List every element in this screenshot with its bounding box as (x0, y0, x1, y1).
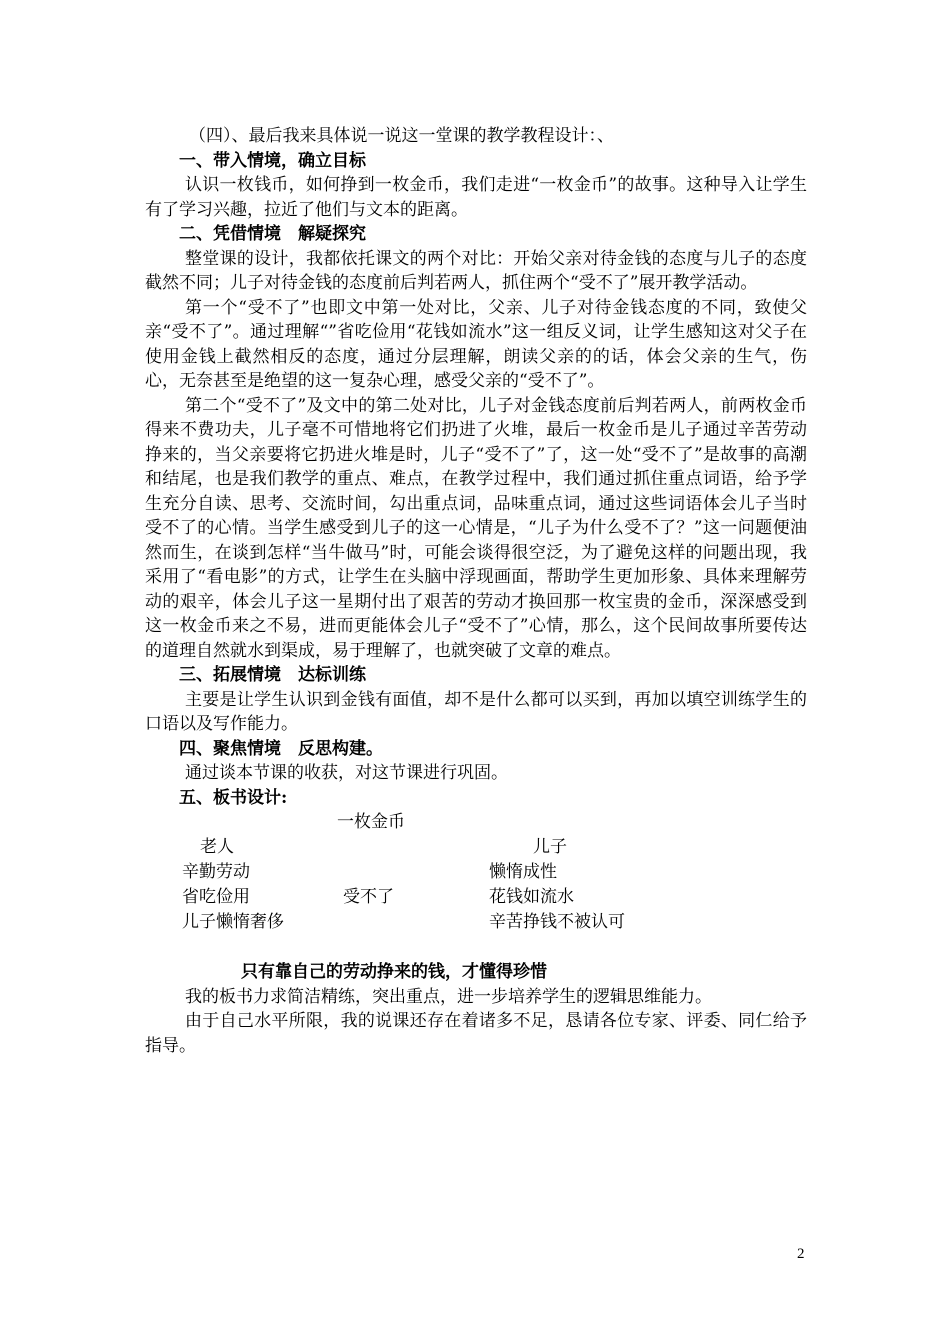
board-right-item: 辛苦挣钱不被认可 (489, 912, 625, 932)
section3-paragraph: 主要是让学生认识到金钱有面值，却不是什么都可以买到，再加以填空训练学生的口语以及写作能力。 (145, 689, 807, 734)
section4-heading: 四、聚焦情境 反思构建。 (179, 738, 383, 759)
section4-paragraph: 通过谈本节课的收获，对这节课进行巩固。 (185, 763, 508, 783)
board-right-item: 花钱如流水 (489, 887, 574, 907)
board-title: 一枚金币 (337, 812, 405, 832)
section5-heading: 五、板书设计: (179, 787, 288, 808)
board-left-item: 辛勤劳动 (182, 862, 250, 882)
section1-paragraph: 认识一枚钱币，如何挣到一枚金币，我们走进“一枚金币”的故事。这种导入让学生有了学习兴趣，拉近了他们与文本的距离。 (145, 175, 807, 220)
intro-line: （四）、最后我来具体说一说这一堂课的教学教程设计：、 (189, 126, 614, 146)
board-left-header: 老人 (200, 837, 234, 857)
section2-paragraph-1: 整堂课的设计，我都依托课文的两个对比：开始父亲对待金钱的态度与儿子的态度截然不同；儿子对待金钱的态度前后判若两人，抓住两个“受不了”展开教学活动。 (145, 248, 807, 293)
blackboard-design (145, 810, 807, 960)
section2-heading: 二、凭借情境 解疑探究 (179, 224, 366, 244)
section1-heading: 一、带入情境，确立目标 (179, 150, 366, 171)
section3-heading: 三、拓展情境 达标训练 (179, 665, 366, 685)
section2-paragraph-3: 第二个“受不了”及文中的第二处对比，儿子对金钱态度前后判若两人，前两枚金币得来不费功夫，儿子毫不可惜地将它们扔进了火堆，最后一枚金币是儿子通过辛苦劳动挣来的，当父亲要将它扔进火堆是时，儿子“受不了”了，这一处“受不了”是故事的高潮和结尾，也是我们教学的重点、难点，在教学过程中，我们通过抓住重点词语，给予学生充分自读、思考、交流时间，勾出重点词，品味重点词，通过这些词语体会儿子当时受不了的心情。当学生感受到儿子的这一心情是，“儿子为什么受不了？”这一问题便油然而生，在谈到怎样“当牛做马”时，可能会谈得很空泛，为了避免这样的问题出现，我采用了“看电影”的方式，让学生在头脑中浮现画面，帮助学生更加形象、具体来理解劳动的艰辛，体会儿子这一星期付出了艰苦的劳动才换回那一枚宝贵的金币，深深感受到这一枚金币来之不易，进而更能体会儿子“受不了”心情，那么，这个民间故事所要传达的道理自然就水到渠成，易于理解了，也就突破了文章的难点。 (145, 395, 807, 661)
closing-paragraph-1: 我的板书力求简洁精练，突出重点，进一步培养学生的逻辑思维能力。 (185, 986, 712, 1007)
page-content (145, 124, 807, 1058)
section2-paragraph-2: 第一个“受不了”也即文中第一处对比，父亲、儿子对待金钱态度的不同，致使父亲“受不了”。通过理解“”省吃俭用“花钱如流水”这一组反义词，让学生感知这对父子在使用金钱上截然相反的态度，通过分层理解，朗读父亲的的话，体会父亲的生气，伤心，无奈甚至是绝望的这一复杂心理，感受父亲的“受不了”。 (145, 297, 807, 391)
page-number: 2 (797, 1246, 805, 1262)
board-right-header: 儿子 (533, 837, 567, 857)
board-right-item: 懒惰成性 (489, 862, 557, 882)
board-left-item: 儿子懒惰奢侈 (182, 912, 284, 932)
board-moral: 只有靠自己的劳动挣来的钱，才懂得珍惜 (241, 962, 547, 982)
board-left-item: 省吃俭用 (182, 887, 250, 907)
closing-paragraph-2: 由于自己水平所限，我的说课还存在着诸多不足，恳请各位专家、评委、同仁给予指导。 (145, 1011, 807, 1056)
board-center-label: 受不了 (343, 887, 394, 907)
